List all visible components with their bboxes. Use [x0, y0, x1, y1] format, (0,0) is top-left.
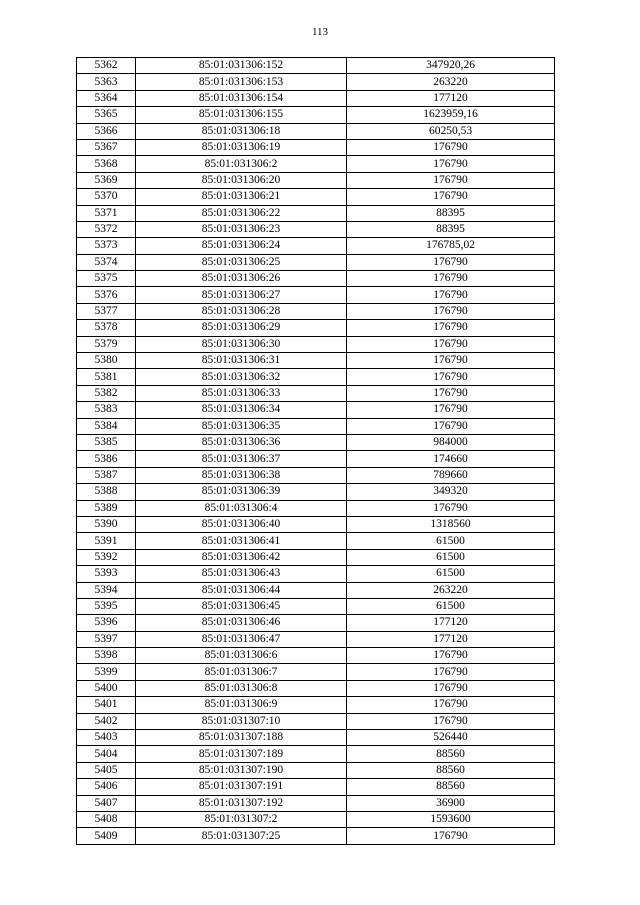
- row-number-cell: 5364: [77, 90, 136, 106]
- table-row: [77, 811, 555, 827]
- table-row: [77, 156, 555, 172]
- table-row: [77, 271, 555, 287]
- cadastral-number-cell: 85:01:031306:26: [136, 271, 347, 287]
- table-row: [77, 90, 555, 106]
- value-cell: 263220: [347, 582, 555, 598]
- row-number-cell: 5366: [77, 123, 136, 139]
- row-number-cell: 5381: [77, 369, 136, 385]
- row-number-cell: 5388: [77, 484, 136, 500]
- value-cell: 176790: [347, 648, 555, 664]
- value-cell: 88560: [347, 779, 555, 795]
- row-number-cell: 5378: [77, 320, 136, 336]
- row-number-cell: 5385: [77, 434, 136, 450]
- value-cell: 61500: [347, 533, 555, 549]
- value-cell: 177120: [347, 90, 555, 106]
- value-cell: 789660: [347, 467, 555, 483]
- table-row: [77, 680, 555, 696]
- row-number-cell: 5376: [77, 287, 136, 303]
- row-number-cell: 5374: [77, 254, 136, 270]
- value-cell: 349320: [347, 484, 555, 500]
- cadastral-number-cell: 85:01:031306:44: [136, 582, 347, 598]
- table-row: [77, 631, 555, 647]
- row-number-cell: 5382: [77, 385, 136, 401]
- table-row: [77, 549, 555, 565]
- row-number-cell: 5362: [77, 58, 136, 74]
- cadastral-number-cell: 85:01:031306:4: [136, 500, 347, 516]
- row-number-cell: 5409: [77, 828, 136, 844]
- table-row: [77, 713, 555, 729]
- row-number-cell: 5393: [77, 566, 136, 582]
- cadastral-table: [76, 57, 555, 845]
- row-number-cell: 5408: [77, 811, 136, 827]
- row-number-cell: 5370: [77, 189, 136, 205]
- row-number-cell: 5399: [77, 664, 136, 680]
- row-number-cell: 5383: [77, 402, 136, 418]
- cadastral-number-cell: 85:01:031306:20: [136, 172, 347, 188]
- cadastral-number-cell: 85:01:031306:40: [136, 516, 347, 532]
- value-cell: 176790: [347, 369, 555, 385]
- row-number-cell: 5391: [77, 533, 136, 549]
- value-cell: 176790: [347, 385, 555, 401]
- value-cell: 36900: [347, 795, 555, 811]
- value-cell: 263220: [347, 74, 555, 90]
- row-number-cell: 5386: [77, 451, 136, 467]
- row-number-cell: 5400: [77, 680, 136, 696]
- table-row: [77, 402, 555, 418]
- value-cell: 176790: [347, 828, 555, 844]
- value-cell: 176790: [347, 418, 555, 434]
- table-row: [77, 484, 555, 500]
- value-cell: 176790: [347, 189, 555, 205]
- table-row: [77, 320, 555, 336]
- cadastral-number-cell: 85:01:031306:152: [136, 58, 347, 74]
- table-row: [77, 598, 555, 614]
- value-cell: 176790: [347, 336, 555, 352]
- row-number-cell: 5390: [77, 516, 136, 532]
- table-row: [77, 762, 555, 778]
- cadastral-number-cell: 85:01:031306:33: [136, 385, 347, 401]
- table-row: [77, 369, 555, 385]
- cadastral-number-cell: 85:01:031306:35: [136, 418, 347, 434]
- value-cell: 61500: [347, 549, 555, 565]
- row-number-cell: 5407: [77, 795, 136, 811]
- value-cell: 176790: [347, 402, 555, 418]
- value-cell: 176790: [347, 713, 555, 729]
- value-cell: 176790: [347, 271, 555, 287]
- row-number-cell: 5367: [77, 139, 136, 155]
- table-body: [77, 58, 555, 845]
- table-row: [77, 566, 555, 582]
- value-cell: 347920,26: [347, 58, 555, 74]
- cadastral-number-cell: 85:01:031306:32: [136, 369, 347, 385]
- row-number-cell: 5375: [77, 271, 136, 287]
- row-number-cell: 5402: [77, 713, 136, 729]
- value-cell: 176790: [347, 664, 555, 680]
- value-cell: 88560: [347, 746, 555, 762]
- row-number-cell: 5384: [77, 418, 136, 434]
- row-number-cell: 5394: [77, 582, 136, 598]
- cadastral-number-cell: 85:01:031306:28: [136, 303, 347, 319]
- cadastral-number-cell: 85:01:031307:190: [136, 762, 347, 778]
- cadastral-number-cell: 85:01:031306:21: [136, 189, 347, 205]
- row-number-cell: 5397: [77, 631, 136, 647]
- row-number-cell: 5380: [77, 353, 136, 369]
- value-cell: 526440: [347, 730, 555, 746]
- page-number: 113: [311, 26, 329, 38]
- cadastral-number-cell: 85:01:031306:47: [136, 631, 347, 647]
- cadastral-number-cell: 85:01:031306:22: [136, 205, 347, 221]
- table-row: [77, 74, 555, 90]
- cadastral-number-cell: 85:01:031306:155: [136, 107, 347, 123]
- row-number-cell: 5396: [77, 615, 136, 631]
- cadastral-number-cell: 85:01:031307:191: [136, 779, 347, 795]
- row-number-cell: 5377: [77, 303, 136, 319]
- value-cell: 176785,02: [347, 238, 555, 254]
- row-number-cell: 5395: [77, 598, 136, 614]
- cadastral-number-cell: 85:01:031307:188: [136, 730, 347, 746]
- cadastral-number-cell: 85:01:031306:19: [136, 139, 347, 155]
- row-number-cell: 5365: [77, 107, 136, 123]
- cadastral-number-cell: 85:01:031306:24: [136, 238, 347, 254]
- row-number-cell: 5389: [77, 500, 136, 516]
- value-cell: 176790: [347, 500, 555, 516]
- table-row: [77, 697, 555, 713]
- cadastral-number-cell: 85:01:031306:25: [136, 254, 347, 270]
- cadastral-number-cell: 85:01:031306:31: [136, 353, 347, 369]
- cadastral-number-cell: 85:01:031306:6: [136, 648, 347, 664]
- cadastral-number-cell: 85:01:031306:41: [136, 533, 347, 549]
- value-cell: 88395: [347, 205, 555, 221]
- row-number-cell: 5403: [77, 730, 136, 746]
- value-cell: 177120: [347, 615, 555, 631]
- cadastral-number-cell: 85:01:031306:2: [136, 156, 347, 172]
- table-row: [77, 795, 555, 811]
- row-number-cell: 5369: [77, 172, 136, 188]
- table-row: [77, 303, 555, 319]
- cadastral-number-cell: 85:01:031306:45: [136, 598, 347, 614]
- value-cell: 176790: [347, 172, 555, 188]
- value-cell: 176790: [347, 287, 555, 303]
- value-cell: 174660: [347, 451, 555, 467]
- value-cell: 176790: [347, 139, 555, 155]
- table-row: [77, 533, 555, 549]
- cadastral-number-cell: 85:01:031306:154: [136, 90, 347, 106]
- value-cell: 176790: [347, 697, 555, 713]
- cadastral-number-cell: 85:01:031306:34: [136, 402, 347, 418]
- table-row: [77, 58, 555, 74]
- value-cell: 176790: [347, 353, 555, 369]
- cadastral-number-cell: 85:01:031306:27: [136, 287, 347, 303]
- table-row: [77, 336, 555, 352]
- table-row: [77, 615, 555, 631]
- cadastral-number-cell: 85:01:031306:8: [136, 680, 347, 696]
- table-row: [77, 730, 555, 746]
- cadastral-number-cell: 85:01:031306:23: [136, 221, 347, 237]
- row-number-cell: 5379: [77, 336, 136, 352]
- value-cell: 1623959,16: [347, 107, 555, 123]
- table-row: [77, 172, 555, 188]
- cadastral-number-cell: 85:01:031307:189: [136, 746, 347, 762]
- cadastral-number-cell: 85:01:031307:10: [136, 713, 347, 729]
- table-row: [77, 123, 555, 139]
- table-row: [77, 467, 555, 483]
- cadastral-number-cell: 85:01:031306:43: [136, 566, 347, 582]
- cadastral-number-cell: 85:01:031306:39: [136, 484, 347, 500]
- value-cell: 176790: [347, 303, 555, 319]
- cadastral-number-cell: 85:01:031306:7: [136, 664, 347, 680]
- row-number-cell: 5373: [77, 238, 136, 254]
- cadastral-number-cell: 85:01:031306:42: [136, 549, 347, 565]
- table-row: [77, 451, 555, 467]
- cadastral-number-cell: 85:01:031306:38: [136, 467, 347, 483]
- cadastral-number-cell: 85:01:031306:29: [136, 320, 347, 336]
- value-cell: 1593600: [347, 811, 555, 827]
- cadastral-number-cell: 85:01:031306:9: [136, 697, 347, 713]
- cadastral-number-cell: 85:01:031306:36: [136, 434, 347, 450]
- table-row: [77, 516, 555, 532]
- row-number-cell: 5406: [77, 779, 136, 795]
- row-number-cell: 5401: [77, 697, 136, 713]
- row-number-cell: 5387: [77, 467, 136, 483]
- table-row: [77, 139, 555, 155]
- table-row: [77, 287, 555, 303]
- table-row: [77, 238, 555, 254]
- row-number-cell: 5363: [77, 74, 136, 90]
- table-row: [77, 779, 555, 795]
- row-number-cell: 5405: [77, 762, 136, 778]
- cadastral-number-cell: 85:01:031307:25: [136, 828, 347, 844]
- row-number-cell: 5368: [77, 156, 136, 172]
- cadastral-number-cell: 85:01:031306:30: [136, 336, 347, 352]
- cadastral-number-cell: 85:01:031306:46: [136, 615, 347, 631]
- row-number-cell: 5372: [77, 221, 136, 237]
- cadastral-number-cell: 85:01:031307:2: [136, 811, 347, 827]
- table-row: [77, 828, 555, 844]
- value-cell: 1318560: [347, 516, 555, 532]
- cadastral-number-cell: 85:01:031306:18: [136, 123, 347, 139]
- table-row: [77, 107, 555, 123]
- table-row: [77, 254, 555, 270]
- table-row: [77, 664, 555, 680]
- value-cell: 61500: [347, 566, 555, 582]
- value-cell: 176790: [347, 680, 555, 696]
- row-number-cell: 5398: [77, 648, 136, 664]
- table-row: [77, 385, 555, 401]
- table-row: [77, 500, 555, 516]
- value-cell: 176790: [347, 320, 555, 336]
- row-number-cell: 5392: [77, 549, 136, 565]
- table-row: [77, 582, 555, 598]
- value-cell: 60250,53: [347, 123, 555, 139]
- cadastral-number-cell: 85:01:031306:37: [136, 451, 347, 467]
- table-row: [77, 353, 555, 369]
- table-row: [77, 418, 555, 434]
- cadastral-number-cell: 85:01:031307:192: [136, 795, 347, 811]
- table-row: [77, 189, 555, 205]
- value-cell: 88560: [347, 762, 555, 778]
- table-row: [77, 648, 555, 664]
- table-row: [77, 434, 555, 450]
- table-row: [77, 205, 555, 221]
- row-number-cell: 5371: [77, 205, 136, 221]
- value-cell: 176790: [347, 156, 555, 172]
- table-row: [77, 221, 555, 237]
- table-row: [77, 746, 555, 762]
- value-cell: 88395: [347, 221, 555, 237]
- value-cell: 176790: [347, 254, 555, 270]
- value-cell: 984000: [347, 434, 555, 450]
- value-cell: 61500: [347, 598, 555, 614]
- row-number-cell: 5404: [77, 746, 136, 762]
- cadastral-number-cell: 85:01:031306:153: [136, 74, 347, 90]
- value-cell: 177120: [347, 631, 555, 647]
